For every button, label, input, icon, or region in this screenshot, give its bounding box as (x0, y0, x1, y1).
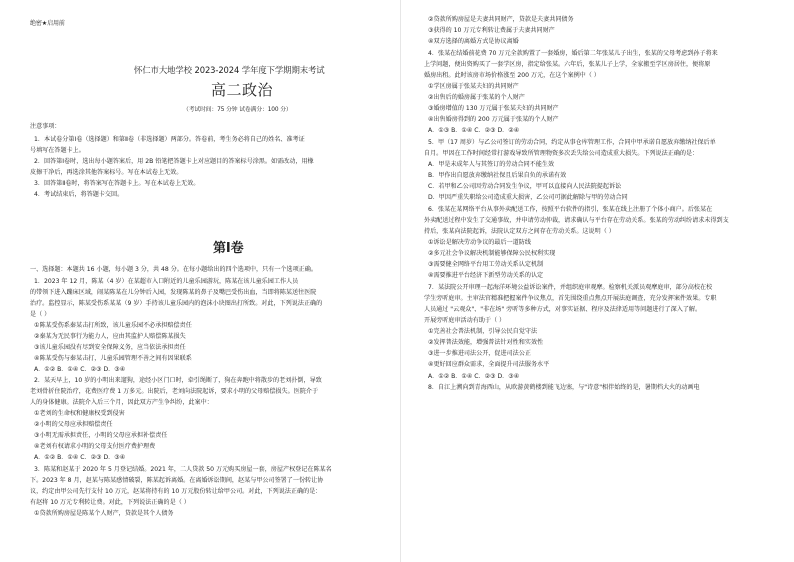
question-line: 2．某天早上，10 岁的小明出来遛狗，途经小区门口时，牵引绳断了，狗在奔跑中将散步的老刘扑倒，导致 (34, 377, 322, 384)
answer-choices: A．①③ B．①④ C．②③ D．②④ (428, 127, 520, 134)
exam-meta: （考试时间：75 分钟 试卷满分：100 分） (183, 107, 292, 113)
question-line: 3．陈某和赵某于 2020 年 5 月登记结婚。2021 年，二人贷款 50 万元购买房屋一套，房屋产权登记在陈某名 (34, 466, 332, 473)
option-line: ②多元社会争议解决机制能够保障公民权利实现 (428, 250, 556, 257)
question-line: 议，约定由甲公司先行支付 10 万元，赵某将持有的 10 万元股份转让给甲公司。对此，下列说法正确的是： (30, 488, 322, 495)
notes-item: 2．回答第Ⅰ卷时，选出每小题答案后，用 2B 铅笔把答题卡上对应题目的答案标号涂黑。如需改动，用橡 (34, 158, 314, 165)
option-line: ②小明的父母应承担赔偿责任 (34, 421, 113, 428)
question-line: 人的身体健康。法院介入后三个月，因此双方产生争纠纷，此案中： (30, 399, 213, 406)
exam-title: 怀仁市大地学校 2023-2024 学年度下学期期末考试 (134, 65, 325, 75)
option-line: ④双方选择的离婚方式是协议离婚 (428, 38, 519, 45)
option-line: A．甲是未成年人与其签订的劳动合同不能生效 (428, 161, 555, 168)
option-line: ①完善社会普法机制，引导公民自觉守法 (428, 328, 538, 335)
option-line: ③婚房增值的 130 万元属于张某夫妇的共同财产 (428, 105, 559, 112)
option-line: ③该儿童乐园没有尽到安全保障义务，应当依法承担责任 (34, 344, 186, 351)
confidential-mark: 绝密★启用前 (30, 20, 65, 27)
question-line: 自月。甲因在工作时间经常打游戏导致所管理物资多次丢失给公司造成重大损失。下列说法正确的是： (424, 150, 699, 157)
question-line: 老刘骨折住院治疗，花费医疗费 1 万多元。出院后，老刘向法院起诉，要求小明的父母赔偿损失。医院介于 (30, 388, 319, 395)
question-line: 外卖配送过程中发生了交通事故，并申请劳动仲裁，请求确认与平台存在劳动关系。张某的劳动纠纷请求未得到支 (424, 217, 729, 224)
question-line: 上学问题，便出资购买了一套学区房，指定给张某。六年后，张某儿子上学，全家搬至学区房居住，便将原 (424, 61, 711, 68)
question-line: 5．甲（17 周岁）与乙公司签订的劳动合同，约定从事仓库管理工作，合同中甲承诺自愿放弃缴纳社保后单 (428, 139, 716, 146)
option-line: ②秦某为无民事行为能力人，应由其监护人赔偿陈某损失 (34, 333, 186, 340)
notes-item: 3．回答第Ⅱ卷时，将答案写在答题卡上。写在本试卷上无效。 (34, 180, 200, 187)
question-line: 8．自江上溯向到青海西山，从欧游黄鹤楼到能飞边塞，与"诗意"相伴始终的是，暑期档大火的动画电 (428, 384, 700, 391)
option-line: ③小明无需承担责任，小明的父母应承担补偿责任 (34, 432, 168, 439)
question-line: 有赵将 10 万元专利转让费。对此，下列说法正确的是（ ） (30, 499, 190, 506)
question-line: 是（ ） (30, 311, 51, 318)
option-line: ④老刘有权请求小明的父母支付医疗费护理费 (34, 443, 156, 450)
answer-choices: A．①② B．①④ C．②③ D．③④ (34, 366, 126, 373)
option-line: D．甲因严重失职给公司造成重大损害，乙公司可据此解除与甲的劳动合同 (428, 194, 628, 201)
question-line: 治疗。监控显示，陈某受伤系某某（9 岁）手持该儿童乐园内的泡沫小块图出打所致。对此，下列说法正确的 (30, 300, 323, 307)
option-line: ②贷款所购房屋是夫妻共同财产，贷款是夫妻共同债务 (428, 16, 574, 23)
column-divider (400, 0, 401, 562)
notes-item: 号填写在答题卡上。 (30, 147, 85, 154)
answer-choices: A．①② B．①④ C．②③ D．③④ (34, 454, 126, 461)
option-line: ①诉讼是解决劳动争议的最后一道防线 (428, 239, 531, 246)
question-line: 一、选择题：本题共 16 小题，每小题 3 分，共 48 分。在每小题给出的四个选项中，只有一个选项正确。 (30, 266, 317, 273)
notes-title: 注意事项： (30, 123, 61, 130)
question-line: 1．2023 年 12 月，陈某（4 岁）在某超市入口附近的儿童乐园游玩，陈某在该儿童乐园工作人员 (34, 278, 299, 285)
question-line: 的带领下进入蹦床区域，闹某陈某在儿分钟后入园，发现陈某的鼻子及嘴巴受伤出血，当即将陈某送往医院 (30, 289, 317, 296)
option-line: C．若甲和乙公司因劳动合同发生争议，甲可以直接向人民法院提起诉讼 (428, 183, 622, 190)
section-title: 第Ⅰ卷 (213, 241, 244, 256)
subject-title: 高二政治 (211, 81, 274, 99)
question-line: 婚房出租。此时该房市场价格涨至 200 万元，在这个案例中（ ） (424, 72, 600, 79)
option-line: ①陈某受伤系秦某击打所致，该儿童乐园不必承担赔偿责任 (34, 322, 192, 329)
question-line: 持后，张某向法院起诉，法院认定双方之间存在劳动关系。这说明（ ） (424, 228, 615, 235)
notes-item: 4．考试结束后，将答题卡交回。 (34, 191, 124, 198)
option-line: ②发挥普法效能，增强普法针对性和实效性 (428, 339, 544, 346)
option-line: ①贷款所购房屋是陈某个人财产，贷款是其个人债务 (34, 510, 174, 517)
option-line: ③进一步推进司法公开，促进司法公正 (428, 350, 531, 357)
option-line: ④更好回应群众需求，全面提升司法服务水平 (428, 361, 550, 368)
option-line: ④出售婚房得到的 200 万元属于张某的个人财产 (428, 116, 559, 123)
question-line: 7．某法院公开审理一起海洋环境公益诉讼案件，并组织庭审观摩。检察机关派员观摩庭审，部分高校在校 (428, 284, 713, 291)
question-line: 学生旁听庭审。主审法官精准把握案件争议焦点，首先围绕重点焦点开展法庭调查，充分发挥案件效果。专职 (424, 295, 717, 302)
question-line: 4．张某在结婚前花费 70 万元全款购置了一套婚房，婚后第二年张某儿子出生，张某的父母考虑到孙子将来 (428, 50, 718, 57)
answer-choices: A．①② B．①④ C．②③ D．③④ (428, 373, 520, 380)
option-line: B．甲作出自愿放弃缴纳社保且后果自负的承诺有效 (428, 172, 567, 179)
option-line: ③需要健全网络平台用工劳动关系认定机制 (428, 261, 544, 268)
option-line: ②出售后的婚房属于张某的个人财产 (428, 94, 525, 101)
question-line: 6．张某在某网络平台从事外卖配送工作，按照平台软件的指引，张某在线上注册了个体小商户。后张某在 (428, 206, 713, 213)
question-line: 人员通过 "云观众"、"非在场" 旁听等多种方式，对事实证据、程序及法律适用等问题进行了深入了解。 (424, 306, 702, 313)
option-line: ①学区房属于张某夫妇的共同财产 (428, 83, 519, 90)
option-line: ④陈某受伤与秦某击打，儿童乐园管理不善之间有因果联系 (34, 355, 192, 362)
question-line: 下。2023 年 8 月，赵某与陈某感情破裂，陈某起诉离婚。在离婚诉讼期间，赵某与甲公司签署了一份转让协 (30, 477, 324, 484)
notes-item: 1．本试卷分第Ⅰ卷（选择题）和第Ⅱ卷（非选择题）两部分。答卷前，考生务必将自己的姓名、准考证 (34, 136, 305, 143)
option-line: ④需要推进平台经济下新型劳动关系的认定 (428, 272, 544, 279)
option-line: ①老刘的生命权和健康权受到侵害 (34, 410, 125, 417)
option-line: ③获得的 10 万元专利转让费属于夫妻共同财产 (428, 27, 555, 34)
question-line: 开展旁听庭审活动有助于（ ） (424, 317, 506, 324)
notes-item: 皮擦干净后，再选涂其他答案标号。写在本试卷上无效。 (30, 169, 183, 176)
